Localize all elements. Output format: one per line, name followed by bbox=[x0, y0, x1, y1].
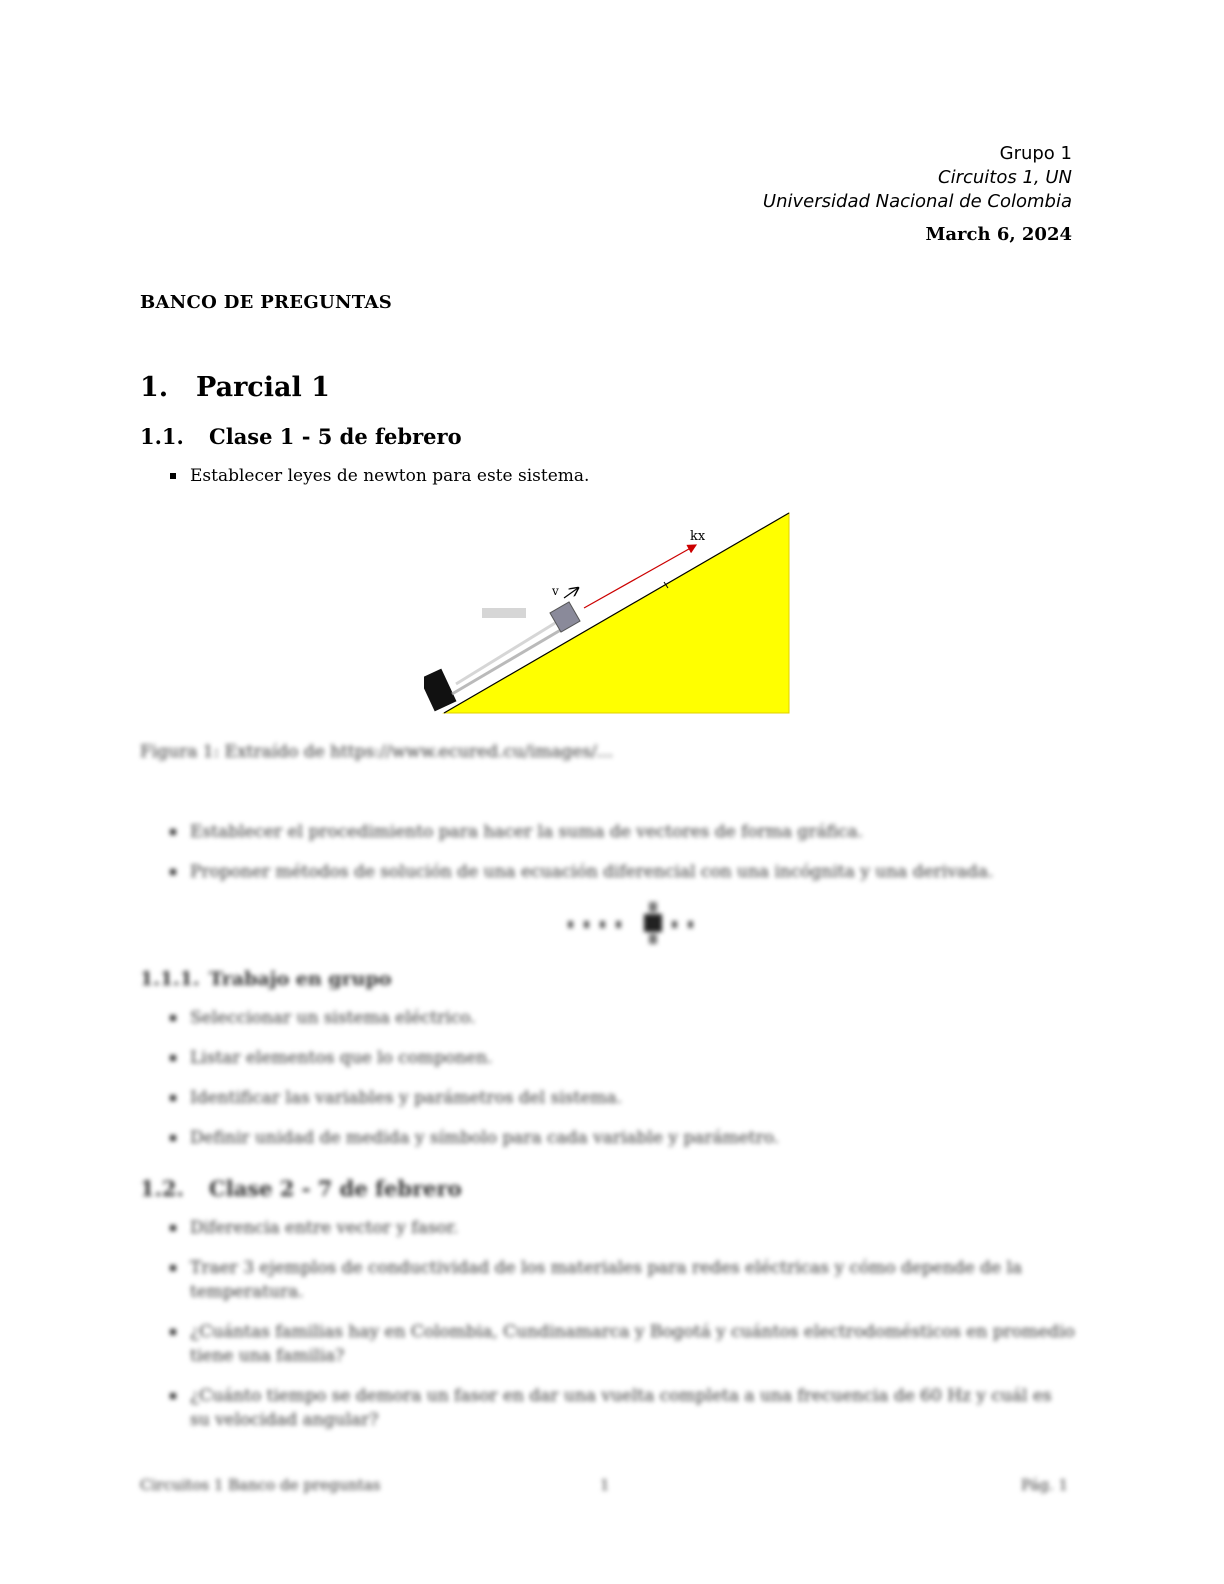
mass-block bbox=[550, 602, 580, 632]
header-course: Circuitos 1, UN bbox=[938, 167, 1072, 188]
incline-figure bbox=[424, 508, 794, 718]
list-item bbox=[170, 1086, 1076, 1110]
header-university: Universidad Nacional de Colombia bbox=[762, 191, 1072, 212]
list-item bbox=[170, 1126, 1076, 1150]
list-item bbox=[170, 1046, 1076, 1070]
bullet-marker bbox=[170, 869, 176, 875]
document-title: BANCO DE PREGUNTAS bbox=[140, 292, 393, 313]
figure-caption: Figura 1: Extraído de https://www.ecured.cu/images/... bbox=[140, 742, 614, 762]
label-kx: kx bbox=[690, 529, 706, 544]
subsection-heading bbox=[140, 1176, 462, 1201]
section-title: Parcial 1 bbox=[196, 372, 330, 403]
list-item-text: Listar elementos que lo componen. bbox=[190, 1048, 493, 1068]
footer-right: Pág. 1 bbox=[1020, 1476, 1068, 1494]
bullet-marker bbox=[170, 1135, 176, 1141]
list-item bbox=[170, 820, 1076, 844]
subsection-heading bbox=[140, 424, 462, 449]
subsection-title: Clase 2 - 7 de febrero bbox=[209, 1176, 462, 1201]
list-item bbox=[170, 1320, 1076, 1368]
equation-graphic bbox=[560, 900, 710, 950]
bullet-marker bbox=[170, 829, 176, 835]
incline-diagram bbox=[424, 508, 794, 718]
list-item bbox=[170, 1256, 1076, 1304]
list-item-text: Identificar las variables y parámetros del sistema. bbox=[190, 1088, 623, 1108]
list-item-text: ¿Cuánto tiempo se demora un fasor en dar una vuelta completa a una frecuencia de 60 Hz y cuál es su velocidad angular? bbox=[190, 1386, 1052, 1430]
subsubsection-title: Trabajo en grupo bbox=[209, 968, 392, 990]
label-v: v bbox=[552, 584, 559, 598]
section-heading bbox=[140, 372, 330, 403]
section-number: 1. bbox=[140, 372, 169, 403]
subsubsection-heading bbox=[140, 968, 391, 990]
list-item-text: Establecer el procedimiento para hacer la suma de vectores de forma gráfica. bbox=[190, 822, 863, 842]
bullet-marker bbox=[170, 1265, 176, 1271]
bullet-marker bbox=[170, 473, 176, 479]
equation-image bbox=[560, 900, 710, 950]
header-date: March 6, 2024 bbox=[925, 224, 1072, 245]
bullet-marker bbox=[170, 1225, 176, 1231]
footer-left: Circuitos 1 Banco de preguntas bbox=[140, 1476, 381, 1494]
bullet-marker bbox=[170, 1095, 176, 1101]
list-item-text: Definir unidad de medida y símbolo para cada variable y parámetro. bbox=[190, 1128, 780, 1148]
spring-label-box bbox=[482, 608, 526, 618]
list-item bbox=[170, 860, 1076, 884]
subsection-number: 1.2. bbox=[140, 1176, 184, 1201]
list-item bbox=[170, 1216, 1076, 1240]
subsection-number: 1.1. bbox=[140, 424, 184, 449]
bullet-marker bbox=[170, 1329, 176, 1335]
list-item bbox=[170, 464, 1076, 488]
bullet-marker bbox=[170, 1015, 176, 1021]
bullet-marker bbox=[170, 1393, 176, 1399]
list-item-text: Seleccionar un sistema eléctrico. bbox=[190, 1008, 476, 1028]
subsection-title: Clase 1 - 5 de febrero bbox=[209, 424, 462, 449]
list-item bbox=[170, 1006, 1076, 1030]
list-item-text: Establecer leyes de newton para este sistema. bbox=[190, 466, 590, 486]
list-item-text: Diferencia entre vector y fasor. bbox=[190, 1218, 459, 1238]
list-item bbox=[170, 1384, 1076, 1432]
list-item-text: Traer 3 ejemplos de conductividad de los materiales para redes eléctricas y cómo depende de la temperatura. bbox=[190, 1258, 1023, 1302]
bullet-marker bbox=[170, 1055, 176, 1061]
header-group: Grupo 1 bbox=[999, 143, 1072, 164]
subsubsection-number: 1.1.1. bbox=[140, 968, 200, 990]
wall-block bbox=[424, 669, 456, 712]
velocity-arrow bbox=[564, 588, 578, 598]
list-item-text: Proponer métodos de solución de una ecuación diferencial con una incógnita y una derivada. bbox=[190, 862, 994, 882]
list-item-text: ¿Cuántas familias hay en Colombia, Cundinamarca y Bogotá y cuántos electrodomésticos en promedio tiene una familia? bbox=[190, 1322, 1075, 1366]
footer-page-number: 1 bbox=[600, 1476, 610, 1494]
